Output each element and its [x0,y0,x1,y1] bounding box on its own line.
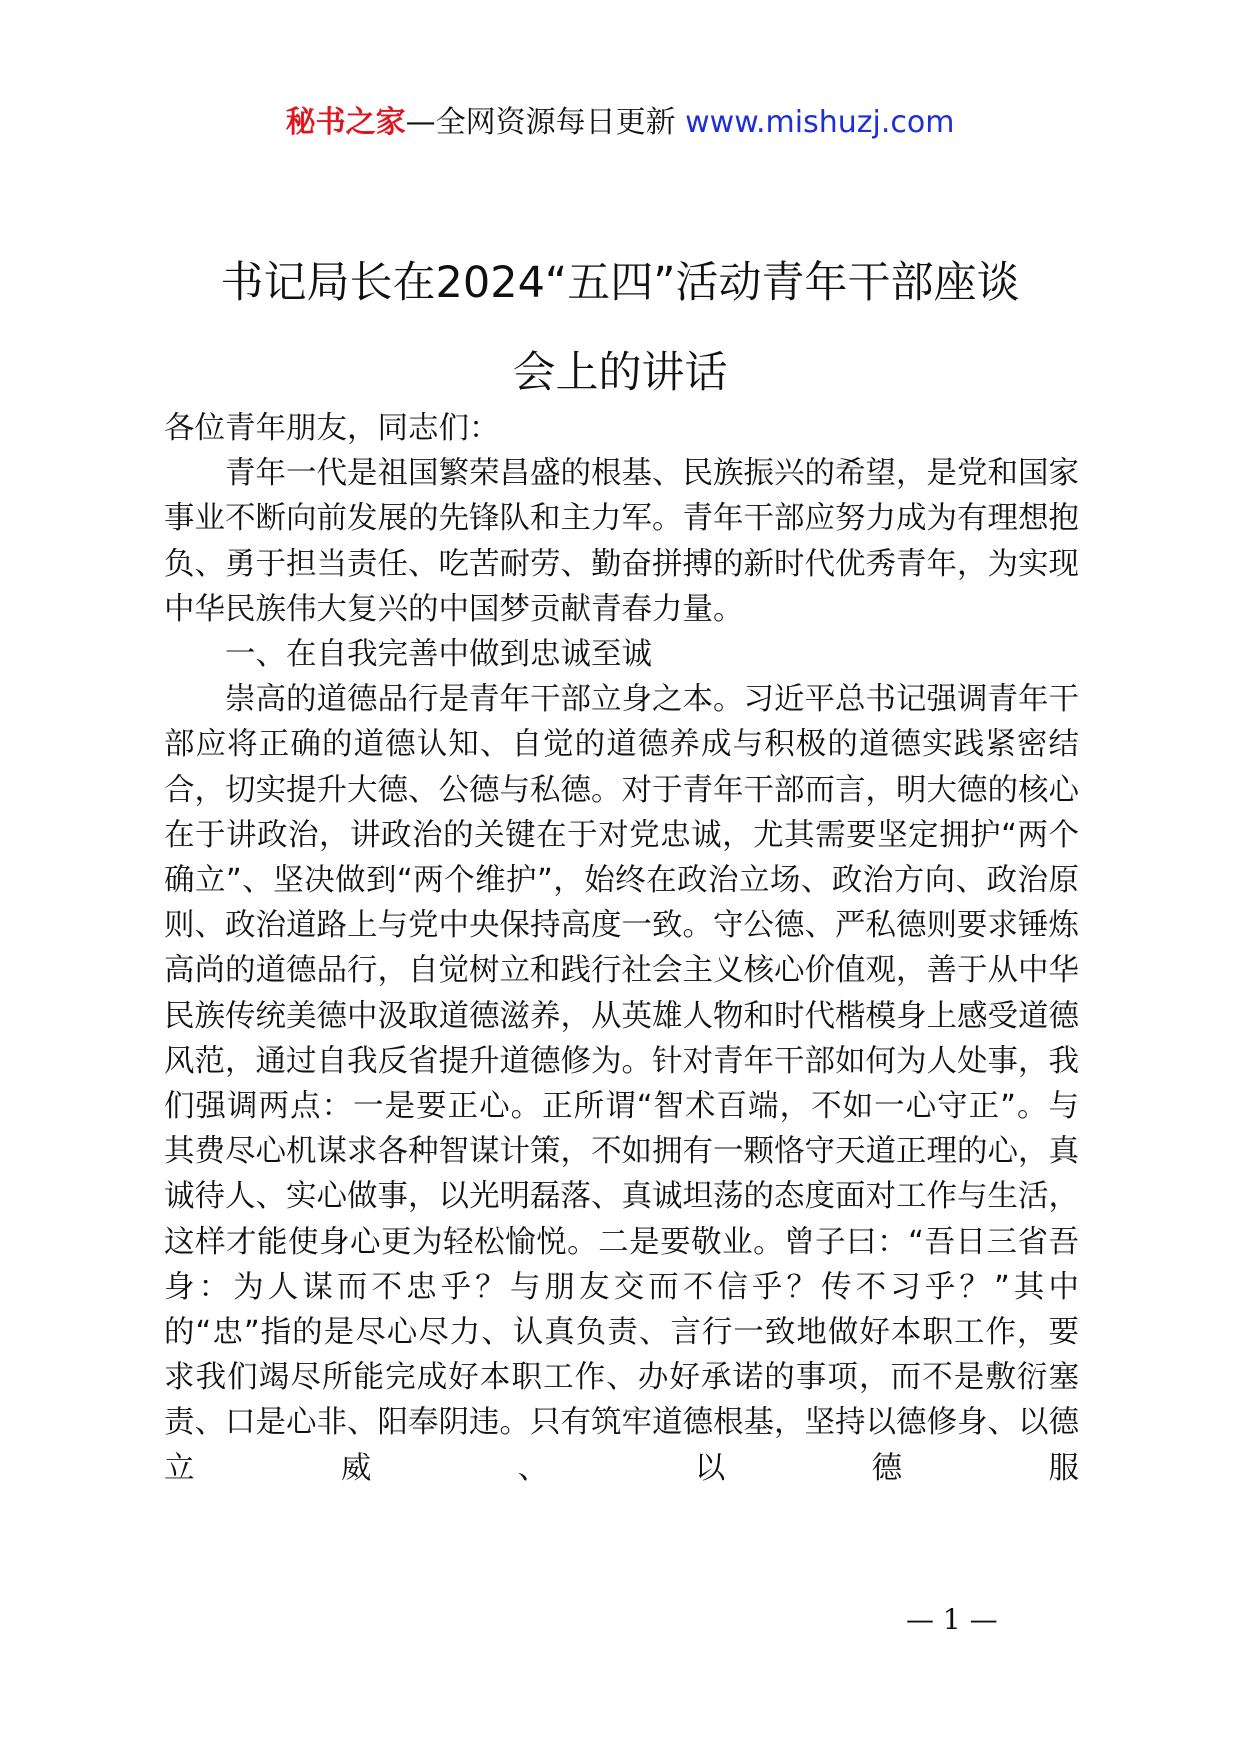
paragraph: 崇高的道德品行是青年干部立身之本。习近平总书记强调青年干部应将正确的道德认知、自觉的道德养成与积极的道德实践紧密结合，切实提升大德、公德与私德。对于青年干部而言，明大德的核心在于讲政治，讲政治的关键在于对党忠诚，尤其需要坚定拥护“两个确立”、坚决做到“两个维护”，始终在政治立场、政治方向、政治原则、政治道路上与党中央保持高度一致。守公德、严私德则要求锤炼高尚的道德品行，自觉树立和践行社会主义核心价值观，善于从中华民族传统美德中汲取道德滋养，从英雄人物和时代楷模身上感受道德风范，通过自我反省提升道德修为。针对青年干部如何为人处事，我们强调两点：一是要正心。正所谓“智术百端，不如一心守正”。与其费尽心机谋求各种智谋计策，不如拥有一颗恪守天道正理的心，真诚待人、实心做事，以光明磊落、真诚坦荡的态度面对工作与生活，这样才能使身心更为轻松愉悦。二是要敬业。曾子曰：“吾日三省吾身：为人谋而不忠乎？与朋友交而不信乎？传不习乎？”其中的“忠”指的是尽心尽力、认真负责、言行一致地做好本职工作，要求我们竭尽所能完成好本职工作、办好承诺的事项，而不是敷衍塞责、口是心非、阳奉阴违。只有筑牢道德根基，坚持以德修身、以德立威、以德服 [164,682,1079,1486]
document-title [0,238,1240,418]
document-body [164,406,1079,1491]
paragraph: 青年一代是祖国繁荣昌盛的根基、民族振兴的希望，是党和国家事业不断向前发展的先锋队和主力军。青年干部应努力成为有理想抱负、勇于担当责任、吃苦耐劳、勤奋拼搏的新时代优秀青年，为实现中华民族伟大复兴的中国梦贡献青春力量。 [164,456,1079,627]
site-header [0,100,1240,146]
site-brand: 秘书之家 [285,105,406,140]
title-line-1: 书记局长在2024“五四”活动青年干部座谈 [220,258,1020,308]
site-url[interactable]: www.mishuzj.com [685,105,955,140]
section-heading: 一、在自我完善中做到忠诚至诚 [225,637,652,673]
salutation: 各位青年朋友，同志们： [164,411,500,446]
site-tagline: —全网资源每日更新 [405,105,676,140]
page-number: — 1 — [906,1603,998,1636]
title-line-2: 会上的讲话 [512,348,728,398]
